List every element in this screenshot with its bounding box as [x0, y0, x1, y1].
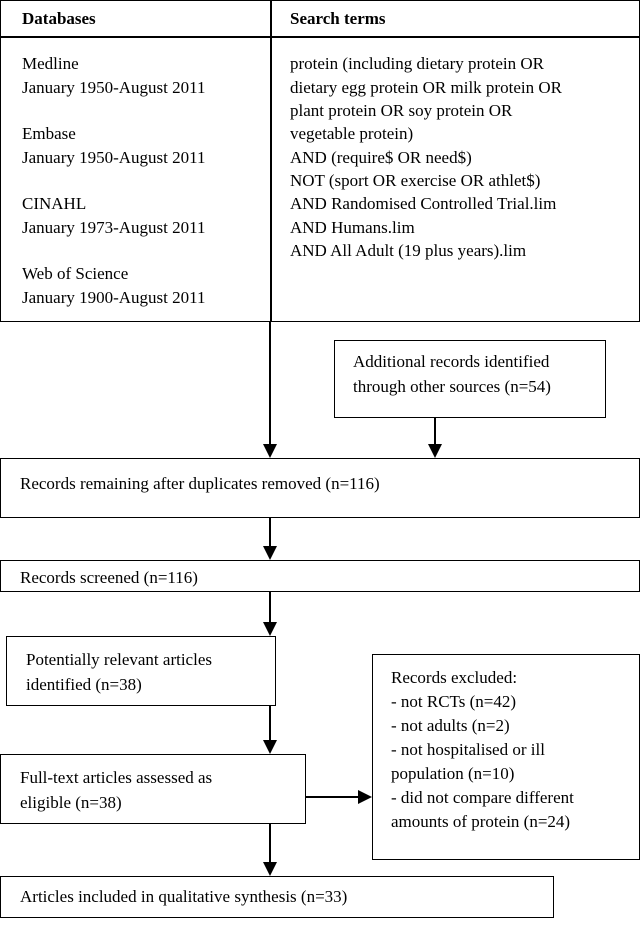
database-cinahl-range: January 1973-August 2011	[22, 218, 206, 237]
additional-records-line-1: Additional records identified	[353, 352, 550, 371]
databases-header: Databases	[22, 9, 96, 28]
database-web-of-science: Web of Science	[22, 264, 129, 283]
search-term-line: AND Humans.lim	[290, 218, 415, 237]
database-embase-range: January 1950-August 2011	[22, 148, 206, 167]
screened-label: Records screened (n=116)	[20, 568, 198, 587]
arrowhead-additional-to-duplicates	[428, 444, 442, 458]
records-excluded-title: Records excluded:	[391, 668, 518, 687]
arrowhead-table-to-duplicates	[263, 444, 277, 458]
arrow-fulltext-to-excluded	[306, 796, 360, 798]
database-medline-range: January 1950-August 2011	[22, 78, 206, 97]
database-medline: Medline	[22, 54, 79, 73]
full-text-line-2: eligible (n=38)	[20, 793, 122, 812]
database-cinahl: CINAHL	[22, 194, 87, 213]
excluded-reason: - did not compare different	[391, 788, 574, 807]
search-term-line: AND Randomised Controlled Trial.lim	[290, 194, 557, 213]
search-term-line: vegetable protein)	[290, 124, 414, 143]
arrowhead-fulltext-to-excluded	[358, 790, 372, 804]
excluded-reason: - not hospitalised or ill	[391, 740, 545, 759]
arrow-fulltext-to-included	[269, 824, 271, 864]
table-column-divider	[270, 0, 272, 322]
search-term-line: AND All Adult (19 plus years).lim	[290, 241, 527, 260]
arrow-table-to-duplicates	[269, 322, 271, 446]
additional-records-line-2: through other sources (n=54)	[353, 377, 551, 396]
arrow-screened-to-relevant	[269, 592, 271, 624]
arrowhead-screened-to-relevant	[263, 622, 277, 636]
search-terms-header: Search terms	[290, 9, 386, 28]
duplicates-removed-label: Records remaining after duplicates removed (n=116)	[20, 474, 380, 493]
search-term-line: NOT (sport OR exercise OR athlet$)	[290, 171, 541, 190]
potentially-relevant-line-2: identified (n=38)	[26, 675, 142, 694]
included-label: Articles included in qualitative synthesis (n=33)	[20, 887, 348, 906]
excluded-reason: - not adults (n=2)	[391, 716, 510, 735]
arrow-duplicates-to-screened	[269, 518, 271, 548]
excluded-reason: population (n=10)	[391, 764, 515, 783]
arrowhead-duplicates-to-screened	[263, 546, 277, 560]
database-embase: Embase	[22, 124, 76, 143]
arrowhead-fulltext-to-included	[263, 862, 277, 876]
arrowhead-relevant-to-fulltext	[263, 740, 277, 754]
arrow-additional-to-duplicates	[434, 418, 436, 446]
full-text-line-1: Full-text articles assessed as	[20, 768, 213, 787]
search-term-line: AND (require$ OR need$)	[290, 148, 472, 167]
database-web-of-science-range: January 1900-August 2011	[22, 288, 206, 307]
potentially-relevant-line-1: Potentially relevant articles	[26, 650, 212, 669]
search-term-line: dietary egg protein OR milk protein OR	[290, 78, 562, 97]
excluded-reason: amounts of protein (n=24)	[391, 812, 571, 831]
excluded-reason: - not RCTs (n=42)	[391, 692, 517, 711]
arrow-relevant-to-fulltext	[269, 706, 271, 742]
search-term-line: plant protein OR soy protein OR	[290, 101, 513, 120]
table-header-divider	[0, 36, 640, 38]
search-term-line: protein (including dietary protein OR	[290, 54, 544, 73]
